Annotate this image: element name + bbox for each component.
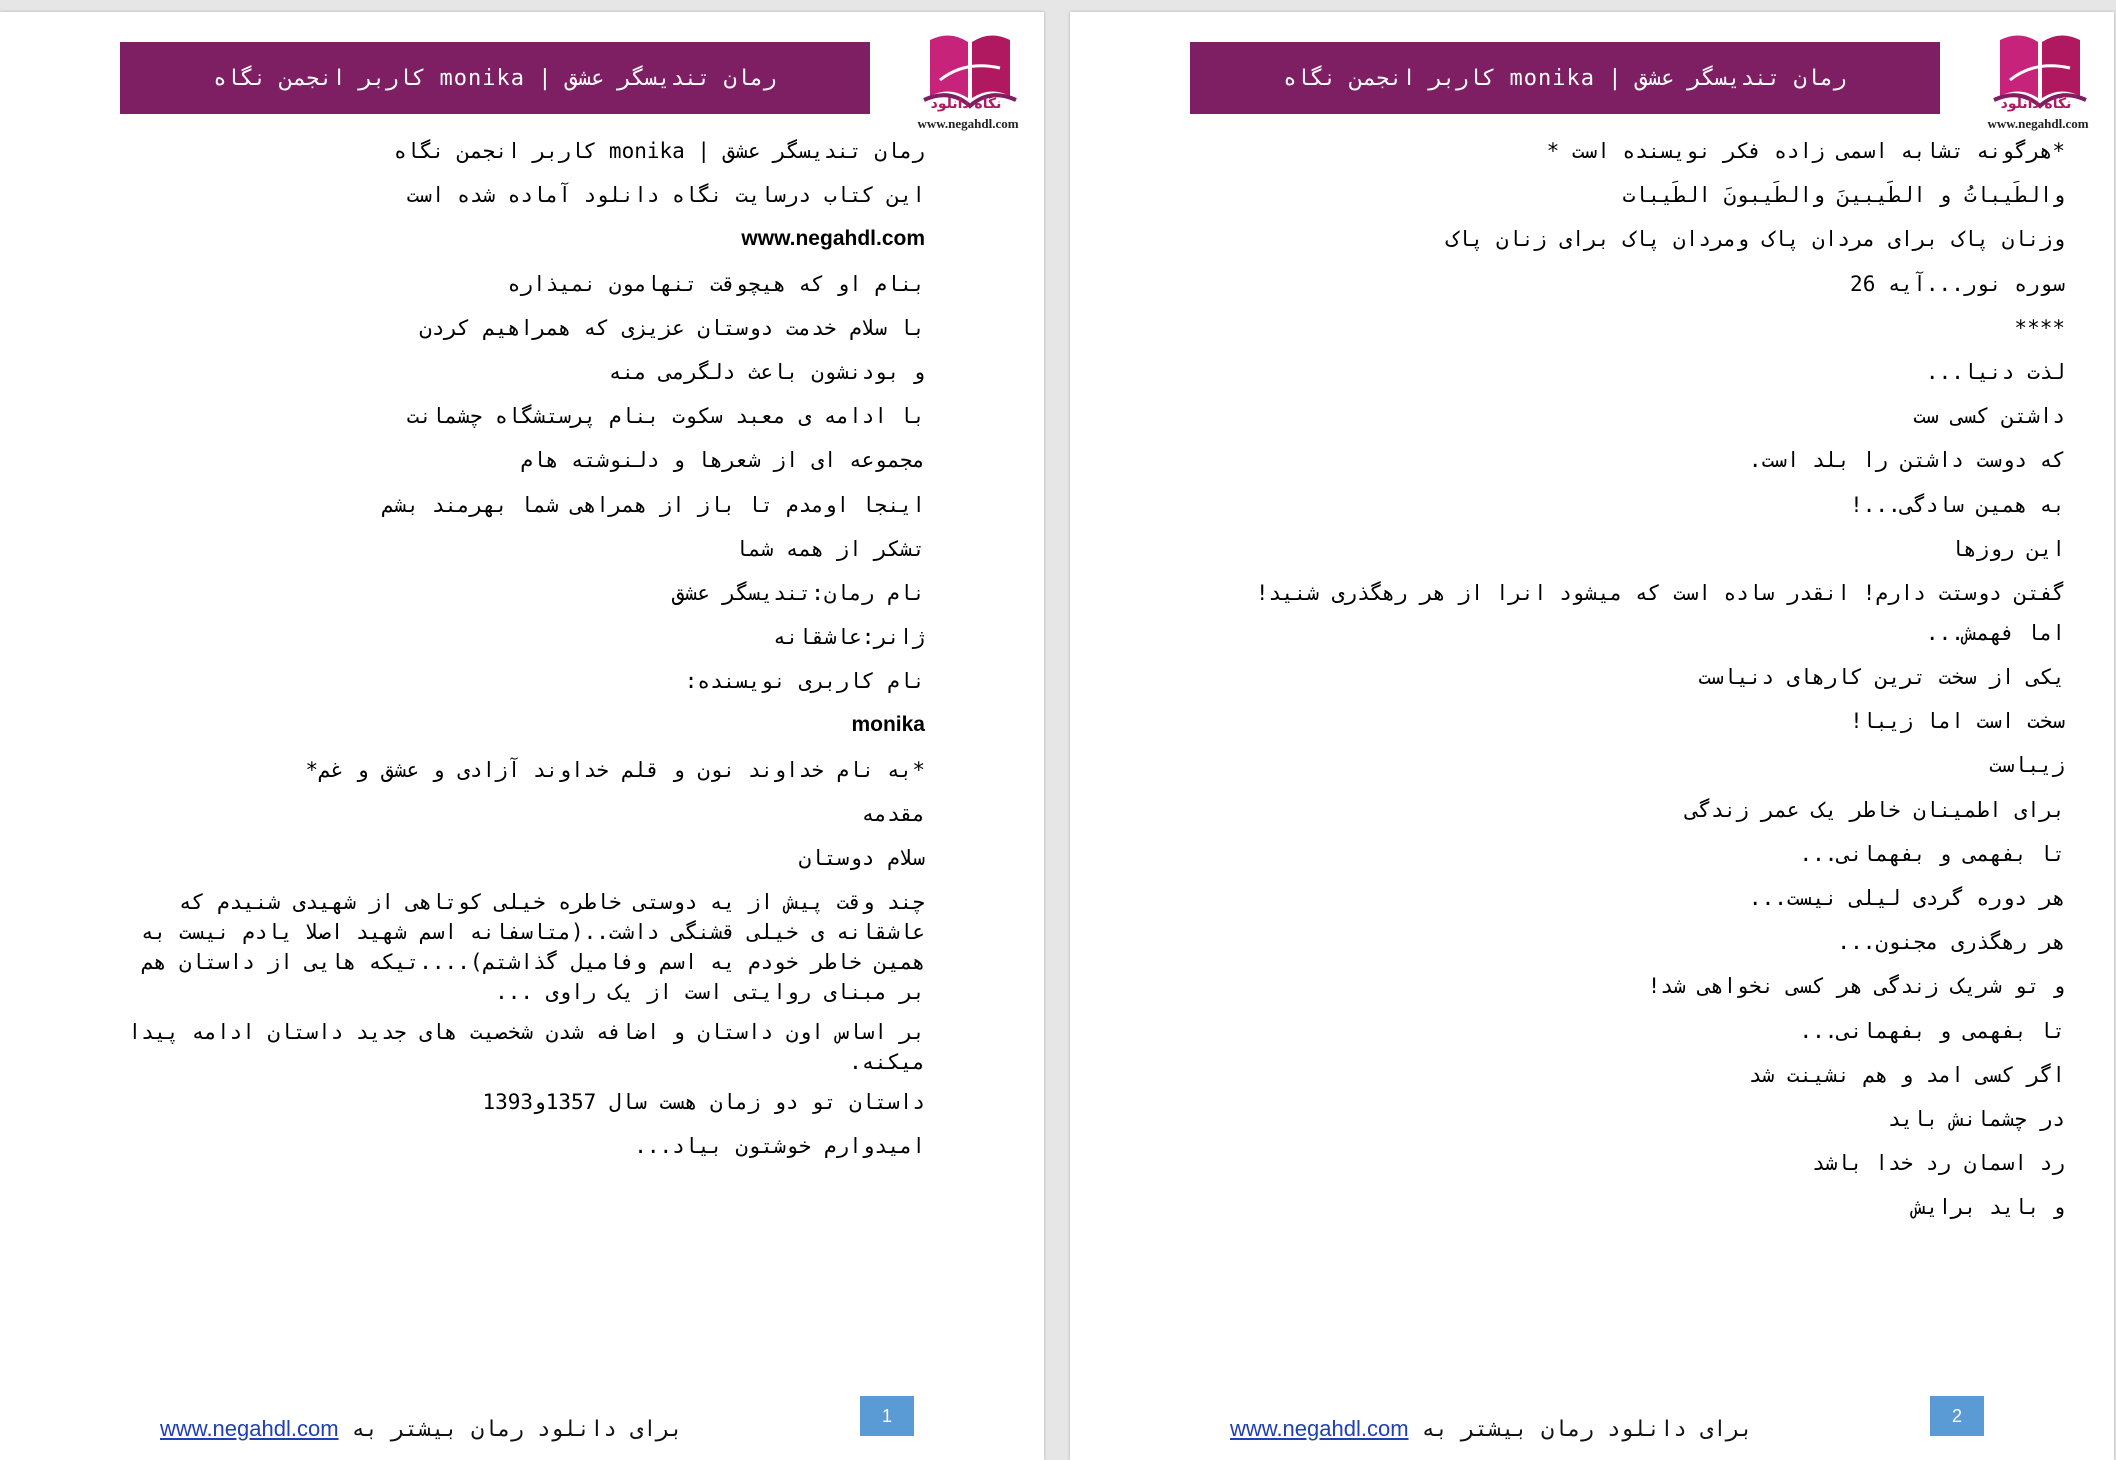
header-title: رمان تندیسگر عشق | monika کاربر انجمن نگاه — [213, 65, 777, 91]
text-line: هر رهگذری مجنون... — [1837, 930, 2065, 955]
text-line: ژانر:عاشقانه — [773, 625, 925, 650]
logo-text: نگاه دانلود — [2000, 96, 2072, 112]
text-line: نام کاربری نویسنده: — [684, 669, 925, 694]
page-number: 1 — [860, 1396, 914, 1436]
text-line: اما فهمش... — [1925, 620, 2065, 645]
text-line: سوره نور...آیه 26 — [1850, 271, 2065, 296]
footer-link[interactable]: www.negahdl.com — [160, 1416, 339, 1441]
logo-url: www.negahdl.com — [1987, 116, 2089, 131]
text-line: رد اسمان رد خدا باشد — [1812, 1151, 2065, 1176]
document-page-2 — [1070, 12, 2114, 1460]
footer-text — [1210, 1416, 1753, 1442]
text-line: با ادامه ی معبد سکوت بنام پرستشگاه چشمانت — [406, 404, 925, 429]
text-line: برای اطمینان خاطر یک عمر زندگی — [1685, 797, 2065, 822]
logo-text: نگاه دانلود — [930, 96, 1002, 112]
text-line: بنام او که هیچوقت تنهامون نمیذاره — [507, 271, 925, 296]
text-line: سلام دوستان — [798, 846, 925, 870]
footer-text — [140, 1416, 683, 1442]
text-line: به همین سادگی...! — [1850, 492, 2065, 517]
text-line: نام رمان:تندیسگر عشق — [672, 580, 925, 605]
text-line: لذت دنیا... — [1925, 359, 2065, 384]
header-band — [1190, 42, 1940, 114]
text-line: با سلام خدمت دوستان عزیزی که همراهیم کردن — [419, 315, 925, 340]
text-line: رمان تندیسگر عشق | monika کاربر انجمن نگاه — [393, 139, 925, 163]
text-line: **** — [2014, 315, 2065, 340]
text-line: در چشمانش باید — [1887, 1106, 2065, 1131]
site-url-line: www.negahdl.com — [741, 227, 925, 251]
text-line: مجموعه ای از شعرها و دلنوشته هام — [520, 448, 925, 473]
header-title: رمان تندیسگر عشق | monika کاربر انجمن نگاه — [1283, 65, 1847, 91]
text-line: امیدوارم خوشتون بیاد... — [634, 1134, 925, 1159]
text-line: اگر کسی امد و هم نشینت شد — [1748, 1062, 2065, 1087]
page-number: 2 — [1930, 1396, 1984, 1436]
text-line: داشتن کسی ست — [1913, 404, 2065, 429]
author-name-line: monika — [851, 713, 925, 737]
text-paragraph: چند وقت پیش از یه دوستی خاطره خیلی کوتاهی از شهیدی شنیدم که عاشقانه ی خیلی قشنگی داشت..(متاسفانه اسم شهید اصلا یادم نیست به همین خاطر خودم یه اسم وفامیل گذاشتم)....تیکه هایی از داستان هم بر مبنای روایتی است از یک راوی ... — [128, 890, 925, 1005]
text-paragraph: بر اساس اون داستان و اضافه شدن شخصیت های جدید داستان ادامه پیدا میکنه. — [115, 1020, 925, 1075]
text-line: *به نام خداوند نون و قلم خداوند آزادی و عشق و غم* — [305, 757, 925, 782]
page-footer — [0, 1390, 1044, 1450]
text-line: والطَیباتُ و الطَیبینَ والطَیبونَ الطَیبات — [1622, 183, 2065, 208]
text-line: تا بفهمی و بفهمانی... — [1799, 1018, 2065, 1043]
text-line: این روزها — [1951, 536, 2065, 561]
page-body — [1230, 136, 2065, 1237]
text-line: مقدمه — [861, 801, 925, 826]
text-line: و باید برایش — [1913, 1195, 2065, 1220]
text-line: *هرگونه تشابه اسمی زاده فکر نویسنده است * — [1546, 139, 2065, 163]
text-line: وزنان پاک برای مردان پاک ومردان پاک برای زنان پاک — [1445, 227, 2065, 252]
document-page-1 — [0, 12, 1044, 1460]
text-line: و بودنشون باعث دلگرمی منه — [608, 359, 925, 384]
text-line: تا بفهمی و بفهمانی... — [1799, 841, 2065, 866]
text-line: اینجا اومدم تا باز از همراهی شما بهرمند بشم — [381, 492, 925, 517]
page-body — [115, 136, 925, 1176]
text-line: که دوست داشتن را بلد است. — [1748, 448, 2065, 473]
footer-label: برای دانلود رمان بیشتر به — [1421, 1417, 1753, 1442]
text-line: هر دوره گردی لیلی نیست... — [1748, 886, 2065, 910]
text-line: زیباست — [1989, 753, 2065, 778]
header-band — [120, 42, 870, 114]
text-line: و تو شریک زندگی هر کسی نخواهی شد! — [1647, 974, 2065, 999]
logo-url: www.negahdl.com — [917, 116, 1019, 131]
text-line: یکی از سخت ترین کارهای دنیاست — [1698, 665, 2065, 690]
page-footer — [1070, 1390, 2114, 1450]
footer-label: برای دانلود رمان بیشتر به — [351, 1417, 683, 1442]
text-line: تشکر از همه شما — [735, 536, 925, 561]
text-paragraph: گفتن دوستت دارم! انقدر ساده است که میشود انرا از هر رهگذری شنید! — [1255, 580, 2065, 605]
text-line: داستان تو دو زمان هست سال 1357و1393 — [482, 1090, 925, 1115]
footer-link[interactable]: www.negahdl.com — [1230, 1416, 1409, 1441]
text-line: این کتاب درسایت نگاه دانلود آماده شده است — [406, 183, 925, 208]
text-line: سخت است اما زیبا! — [1850, 709, 2065, 734]
